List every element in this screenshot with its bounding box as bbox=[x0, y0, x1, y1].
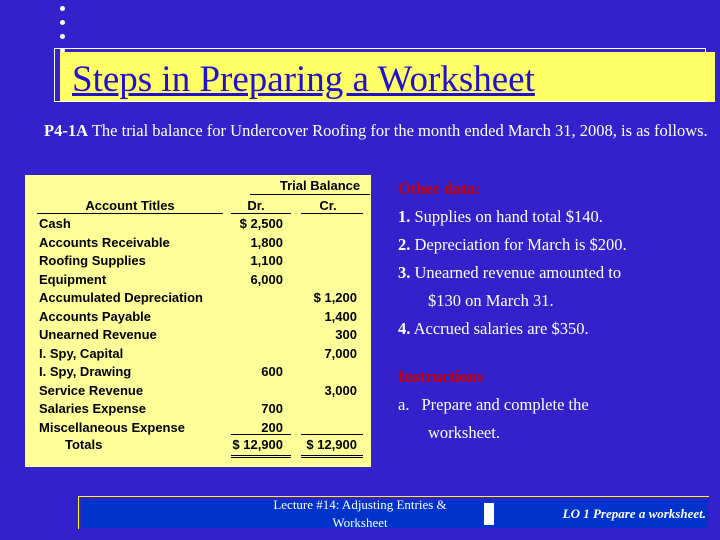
heading-underline bbox=[250, 194, 370, 195]
title-underline bbox=[37, 213, 223, 214]
table-row bbox=[25, 327, 371, 346]
double-rule-dr bbox=[231, 455, 291, 458]
problem-text: The trial balance for Undercover Roofing for the month ended March 31, 2008, is as follows. bbox=[88, 121, 708, 140]
bullet-dot bbox=[60, 20, 65, 25]
table-row bbox=[25, 346, 371, 365]
bullet-dot bbox=[60, 34, 65, 39]
trial-balance-heading: Trial Balance bbox=[279, 178, 361, 193]
debit-amount: 6,000 bbox=[250, 271, 283, 287]
bullet-dot bbox=[60, 6, 65, 11]
dr-underline bbox=[231, 213, 291, 214]
slide-title: Steps in Preparing a Worksheet bbox=[72, 59, 535, 100]
credit-amount: 300 bbox=[335, 327, 357, 342]
account-title: Accounts Payable bbox=[39, 308, 151, 324]
account-title: I. Spy, Drawing bbox=[39, 364, 132, 379]
account-title: Miscellaneous Expense bbox=[39, 419, 185, 435]
instructions-heading: Instructions bbox=[398, 367, 484, 386]
trial-balance-table bbox=[25, 175, 371, 467]
double-rule-cr bbox=[301, 455, 363, 458]
account-titles-header: Account Titles bbox=[85, 198, 175, 213]
table-row bbox=[25, 364, 371, 383]
account-title: Unearned Revenue bbox=[39, 327, 157, 342]
account-title: I. Spy, Capital bbox=[39, 345, 124, 361]
account-title: Equipment bbox=[39, 271, 107, 287]
credit-header: Cr. bbox=[319, 198, 337, 213]
table-row bbox=[25, 401, 371, 420]
table-row bbox=[25, 235, 371, 254]
other-data-item: 4. Accrued salaries are $350. bbox=[398, 319, 589, 338]
lecture-caption: Lecture #14: Adjusting Entries & Worksheet bbox=[273, 497, 447, 530]
debit-amount: 700 bbox=[261, 401, 283, 416]
table-row bbox=[25, 383, 371, 402]
problem-id: P4-1A bbox=[44, 121, 88, 140]
credit-amount: $ 1,200 bbox=[313, 290, 357, 305]
learning-objective: LO 1 Prepare a worksheet. bbox=[562, 506, 706, 521]
problem-statement bbox=[44, 120, 714, 142]
totals-label: Totals bbox=[65, 437, 103, 452]
account-title: Accounts Receivable bbox=[39, 234, 170, 250]
other-data-item: 3. Unearned revenue amounted to bbox=[398, 263, 622, 282]
credit-amount: 3,000 bbox=[324, 382, 357, 398]
totals-row bbox=[25, 437, 371, 456]
other-data-item: 2. Depreciation for March is $200. bbox=[398, 235, 627, 254]
table-row bbox=[25, 216, 371, 235]
other-data-heading: Other data: bbox=[398, 179, 481, 198]
table-row bbox=[25, 290, 371, 309]
debit-amount: $ 2,500 bbox=[239, 216, 283, 231]
total-rule-dr bbox=[231, 434, 291, 435]
account-title: Accumulated Depreciation bbox=[39, 290, 203, 305]
debit-amount: 200 bbox=[261, 419, 283, 435]
notes-panel bbox=[398, 175, 716, 447]
credit-amount: 7,000 bbox=[324, 345, 357, 361]
table-row bbox=[25, 253, 371, 272]
table-row bbox=[25, 420, 371, 439]
credit-amount: 1,400 bbox=[324, 308, 357, 324]
table-row bbox=[25, 309, 371, 328]
total-rule-cr bbox=[301, 434, 363, 435]
account-title: Salaries Expense bbox=[39, 401, 146, 416]
instruction-item: a. Prepare and complete the bbox=[398, 395, 589, 414]
other-data-item: 1. Supplies on hand total $140. bbox=[398, 207, 603, 226]
account-title: Service Revenue bbox=[39, 382, 144, 398]
debit-amount: 600 bbox=[261, 364, 283, 379]
instruction-item-continued: worksheet. bbox=[428, 423, 500, 442]
total-debit: $ 12,900 bbox=[232, 437, 283, 452]
cr-underline bbox=[301, 213, 363, 214]
debit-amount: 1,800 bbox=[250, 234, 283, 250]
account-title: Cash bbox=[39, 216, 71, 231]
table-row bbox=[25, 272, 371, 291]
other-data-item-continued: $130 on March 31. bbox=[428, 291, 554, 310]
debit-amount: 1,100 bbox=[250, 253, 283, 268]
debit-header: Dr. bbox=[247, 198, 265, 213]
account-title: Roofing Supplies bbox=[39, 253, 146, 268]
total-credit: $ 12,900 bbox=[306, 437, 357, 452]
